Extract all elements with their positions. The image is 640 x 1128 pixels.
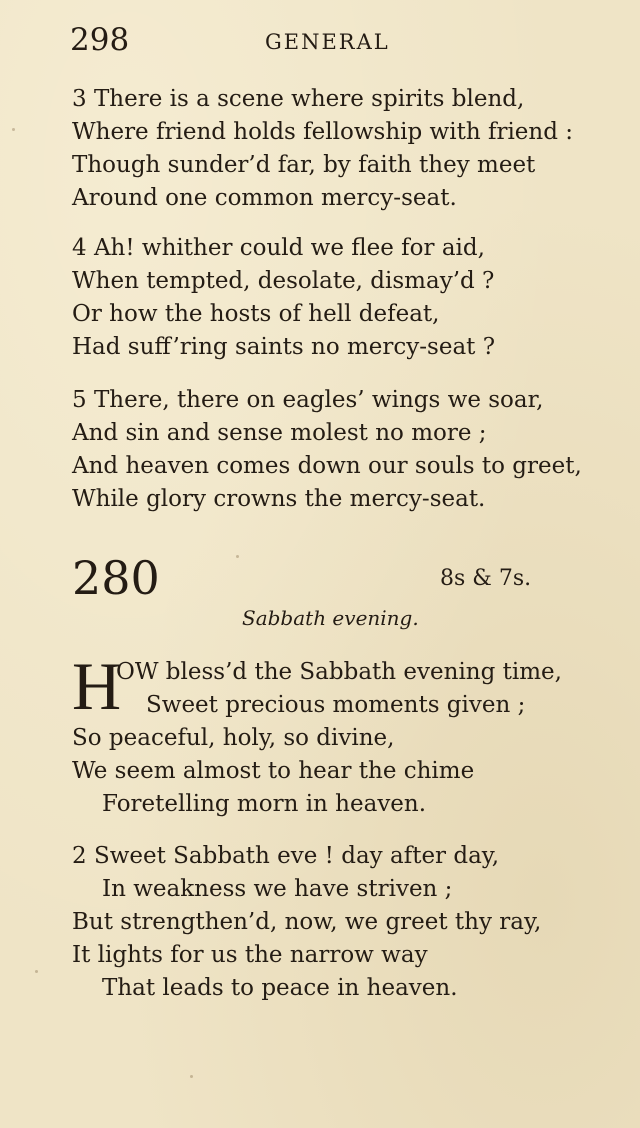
stanza-4 [72,232,495,364]
section-title: GENERAL [265,30,390,54]
verse-line: When tempted, desolate, dismay’d ? [72,268,495,294]
verse-line: Foretelling morn in heaven. [102,791,427,817]
hymn-stanza-1 [72,656,562,821]
paper-speck [236,555,239,558]
verse-line: We seem almost to hear the chime [72,758,475,784]
drop-cap: H [72,648,122,724]
hymn-number: 280 [72,551,160,605]
verse-line: And sin and sense molest no more ; [72,420,487,446]
verse-line: 5 There, there on eagles’ wings we soar, [72,387,544,413]
verse-line: And heaven comes down our souls to greet, [72,453,582,479]
verse-line: So peaceful, holy, so divine, [72,725,395,751]
paper-speck [190,1075,193,1078]
verse-line: Sweet precious moments given ; [146,692,526,718]
verse-line: Around one common mercy-seat. [72,185,457,211]
stanza-5 [72,384,582,516]
verse-line: Where friend holds fellowship with friend : [72,119,574,145]
verse-line: But strengthen’d, now, we greet thy ray, [72,909,542,935]
running-head [70,22,590,62]
verse-line: OW bless’d the Sabbath evening time, [116,659,562,685]
hymn-subtitle: Sabbath evening. [242,606,419,630]
stanza-3 [72,83,573,215]
verse-line: 2 Sweet Sabbath eve ! day after day, [72,843,500,869]
hymn-meter: 8s & 7s. [440,566,532,591]
verse-line: That leads to peace in heaven. [102,975,458,1001]
verse-line: 3 There is a scene where spirits blend, [72,86,525,112]
paper-speck [35,970,38,973]
verse-line: While glory crowns the mercy-seat. [72,486,486,512]
verse-line: 4 Ah! whither could we flee for aid, [72,235,485,261]
hymn-stanza-2 [72,840,541,1005]
verse-line: Had suff’ring saints no mercy-seat ? [72,334,496,360]
paper-speck [12,128,15,131]
page-number: 298 [70,22,130,58]
verse-line: Though sunder’d far, by faith they meet [72,152,536,178]
verse-line: In weakness we have striven ; [102,876,453,902]
verse-line: It lights for us the narrow way [72,942,428,968]
verse-line: Or how the hosts of hell defeat, [72,301,440,327]
